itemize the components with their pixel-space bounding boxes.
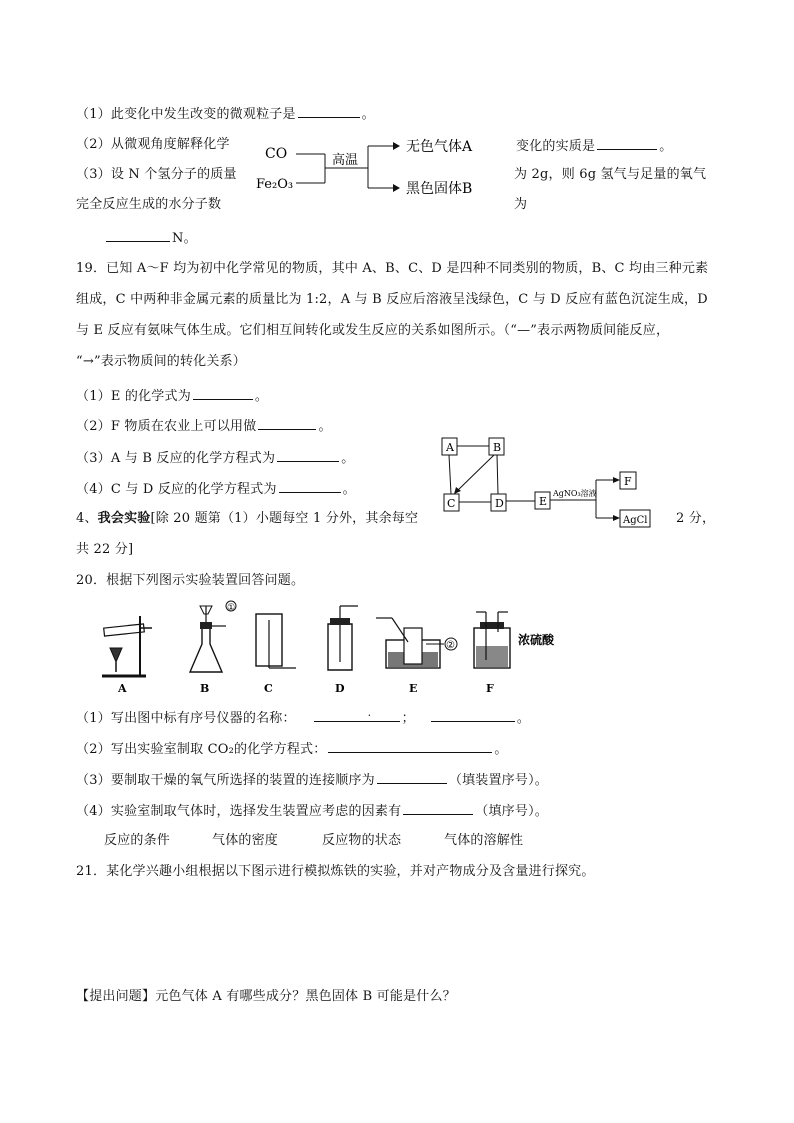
q21-question: 【提出问题】元色气体 A 有哪些成分？黑色固体 B 可能是什么？: [76, 989, 456, 1004]
lab-apparatus-figure: [96, 598, 576, 696]
q18-part1: （1）此变化中发生改变的微观粒子是 。: [76, 104, 375, 124]
apparatus-a: [102, 616, 152, 695]
link-a-c: [449, 455, 451, 494]
q18-part2-left: （2）从微观角度解释化学: [76, 137, 230, 152]
apparatus-e: [376, 618, 457, 695]
svg-text:D: D: [495, 497, 504, 510]
section4-heading: 4、我会实验[除 20 题第（1）小题每空 1 分外，其余每空: [76, 511, 419, 526]
q20-stem: 20．根据下列图示实验装置回答问题。: [76, 573, 305, 588]
condition-high-temp: 高温: [332, 153, 359, 168]
reagent-agno3: AgNO₃溶液: [553, 489, 597, 498]
section4-heading-right: 2 分，: [676, 511, 716, 526]
q19-stem-line2: 组成，C 中两种非金属元素的质量比为 1:2，A 与 B 反应后溶液呈浅绿色，C 与 D 反应有蓝色沉淀生成，D: [76, 292, 708, 307]
svg-text:B: B: [200, 682, 210, 695]
q18-part3-line2-right: 为: [514, 197, 528, 212]
section4-heading-line2: 共 22 分]: [76, 542, 134, 557]
q19-part1: （1）E 的化学式为 。: [76, 386, 268, 406]
q18-part3-line2-left: 完全反应生成的水分子数: [76, 197, 222, 212]
q20-part2: （2）写出实验室制取 CO₂的化学方程式： 。: [76, 739, 508, 759]
reactant-co: CO: [265, 146, 288, 162]
answer-blank[interactable]: [377, 770, 447, 784]
svg-text:F: F: [486, 682, 494, 695]
svg-text:浓硫酸: 浓硫酸: [518, 633, 555, 647]
svg-text:A: A: [446, 441, 454, 454]
svg-text:AgCl: AgCl: [623, 515, 648, 526]
q20-part3: （3）要制取干燥的氧气所选择的装置的连接顺序为 （填装置序号）。: [76, 770, 548, 790]
product-gas-a: 无色气体A: [406, 139, 473, 155]
q20-option-2: 气体的密度: [212, 833, 279, 848]
q19-part3: （3）A 与 B 反应的化学方程式为 。: [76, 448, 354, 468]
answer-blank[interactable]: [279, 479, 341, 493]
q20-option-4: 气体的溶解性: [444, 833, 524, 848]
apparatus-c: [256, 614, 296, 695]
answer-blank[interactable]: [106, 228, 170, 242]
q19-stem-line1: 19．已知 A～F 均为初中化学常见的物质，其中 A、B、C、D 是四种不同类别的物质，B、C 均由三种元素: [76, 261, 709, 276]
answer-blank[interactable]: [277, 448, 339, 462]
answer-blank[interactable]: [431, 708, 515, 722]
svg-text:①: ①: [227, 603, 236, 613]
arrow-head: [613, 515, 620, 521]
answer-blank[interactable]: [298, 104, 360, 118]
svg-text:E: E: [539, 495, 548, 508]
q21-stem: 21．某化学兴趣小组根据以下图示进行模拟炼铁的实验，并对产物成分及含量进行探究。: [76, 864, 595, 879]
answer-blank[interactable]: .: [314, 708, 400, 722]
link-b-d: [497, 455, 498, 494]
svg-text:C: C: [264, 682, 273, 695]
q18-part3-right: 为 2g，则 6g 氢气与足量的氧气: [514, 167, 707, 182]
answer-blank[interactable]: [597, 136, 657, 150]
q20-part4: （4）实验室制取气体时，选择发生装置应考虑的因素有 （填序号）。: [76, 801, 548, 821]
svg-text:A: A: [118, 682, 127, 695]
arrow-b-c: [456, 455, 494, 492]
answer-blank[interactable]: [258, 416, 316, 430]
answer-blank[interactable]: [193, 386, 253, 400]
af-relation-diagram: [436, 432, 656, 534]
apparatus-d: [328, 606, 358, 695]
product-solid-b: 黑色固体B: [406, 181, 473, 197]
q19-stem-line4: “→”表示物质间的转化关系）: [76, 354, 246, 369]
q18-part3-left: （3）设 N 个氢分子的质量: [76, 167, 237, 182]
svg-text:C: C: [447, 497, 456, 510]
reactant-fe2o3: Fe₂O₃: [256, 177, 294, 192]
q20-option-1: 反应的条件: [104, 833, 171, 848]
co-reduction-diagram: [250, 128, 500, 204]
svg-text:F: F: [624, 475, 632, 488]
answer-blank[interactable]: [403, 801, 473, 815]
svg-text:E: E: [409, 682, 418, 695]
q19-stem-line3: 与 E 反应有氨味气体生成。它们相互间转化或发生反应的关系如图所示。（“—”表示两物质间能反应，: [76, 323, 670, 338]
arrow-head: [613, 477, 620, 483]
q19-part2: （2）F 物质在农业上可以用做 。: [76, 416, 332, 436]
q20-part1: （1）写出图中标有序号仪器的名称： . ； 。: [76, 706, 531, 726]
apparatus-f: [474, 612, 555, 695]
apparatus-b: [190, 601, 236, 695]
arrow-head: [393, 142, 400, 150]
q18-part2-right: 变化的实质是 。: [516, 136, 672, 156]
answer-blank[interactable]: [328, 739, 492, 753]
q20-option-3: 反应物的状态: [322, 833, 402, 848]
arrow-head: [393, 184, 400, 192]
q18-part3-line3: N。: [104, 228, 197, 248]
svg-text:D: D: [335, 682, 345, 695]
svg-text:②: ②: [446, 640, 455, 651]
svg-text:B: B: [493, 441, 502, 454]
q19-part4: （4）C 与 D 反应的化学方程式为 。: [76, 479, 356, 499]
